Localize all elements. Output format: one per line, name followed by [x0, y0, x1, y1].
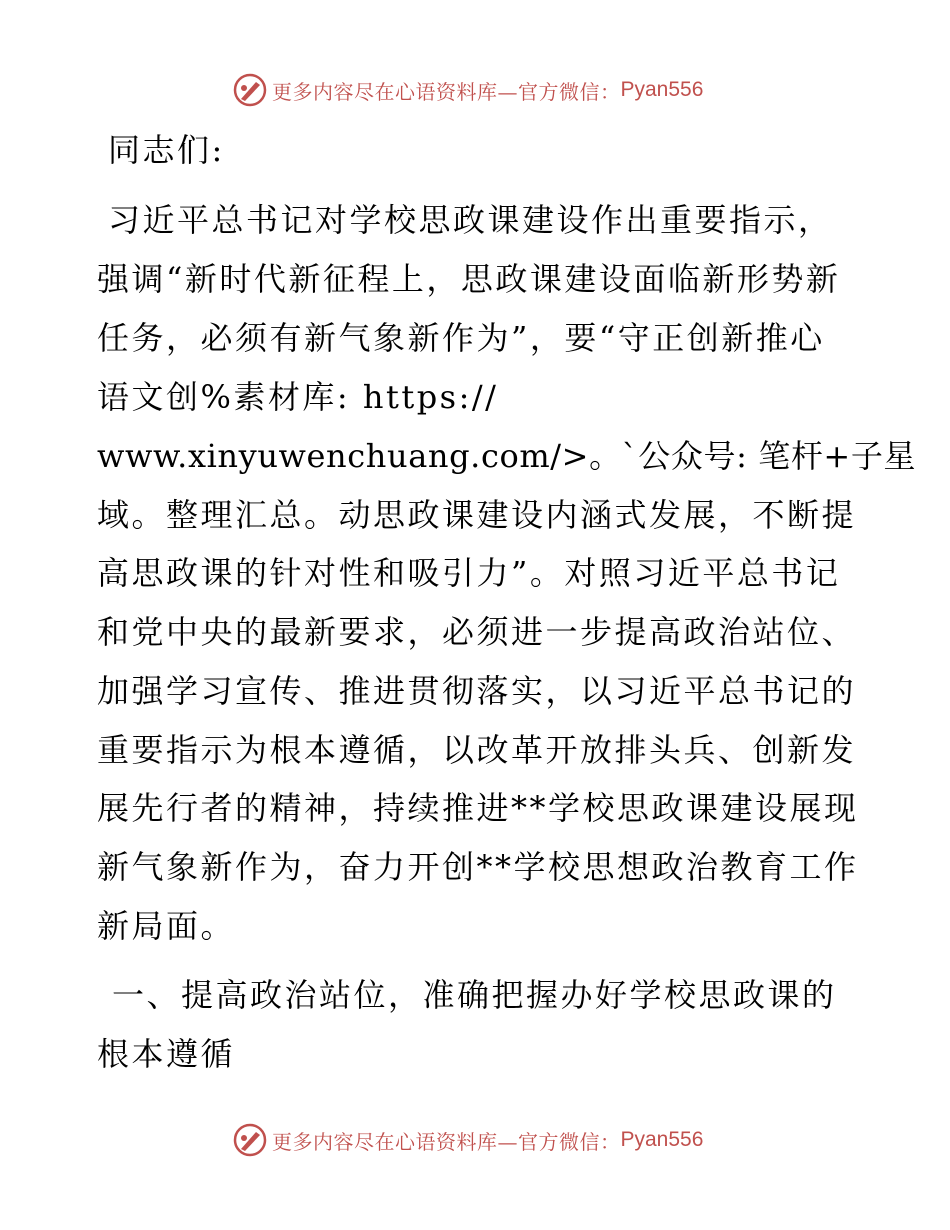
paragraph-line: 展先行者的精神，持续推进**学校思政课建设展现: [97, 789, 859, 827]
watermark-wechat-id: Pyan556: [620, 1128, 704, 1151]
paragraph-line: 习近平总书记对学校思政课建设作出重要指示，: [108, 201, 833, 239]
footer-watermark: [232, 1120, 703, 1160]
paragraph-line: 重要指示为根本遵循，以改革开放排头兵、创新发: [97, 731, 857, 769]
section-heading: 一、提高政治站位，准确把握办好学校思政课的: [112, 976, 837, 1014]
pen-nib-logo-icon: [232, 72, 268, 108]
salutation: 同志们:: [108, 131, 225, 169]
paragraph-line: www.xinyuwenchuang.com/>。`公众号: 笔杆+子星: [97, 437, 917, 475]
paragraph-line: 强调“新时代新征程上，思政课建设面临新形势新: [97, 260, 841, 298]
paragraph-line: 任务，必须有新气象新作为”，要“守正创新推心: [97, 319, 825, 357]
paragraph-line: 新局面。: [97, 907, 236, 945]
watermark-text: 更多内容尽在心语资料库—官方微信：: [272, 1129, 621, 1154]
paragraph-line: 新气象新作为，奋力开创**学校思想政治教育工作: [97, 848, 859, 886]
watermark-wechat-id: Pyan556: [620, 78, 704, 101]
watermark-text: 更多内容尽在心语资料库—官方微信：: [272, 79, 621, 104]
pen-nib-logo-icon: [232, 1122, 268, 1158]
paragraph-line: 和党中央的最新要求，必须进一步提高政治站位、: [97, 613, 857, 651]
paragraph-line: 语文创%素材库: https://: [97, 378, 499, 416]
header-watermark: [232, 70, 703, 110]
paragraph-line: 高思政课的针对性和吸引力”。对照习近平总书记: [97, 554, 841, 592]
paragraph-line: 域。整理汇总。动思政课建设内涵式发展，不断提: [97, 496, 857, 534]
section-heading: 根本遵循: [97, 1035, 236, 1073]
paragraph-line: 加强学习宣传、推进贯彻落实，以习近平总书记的: [97, 672, 857, 710]
